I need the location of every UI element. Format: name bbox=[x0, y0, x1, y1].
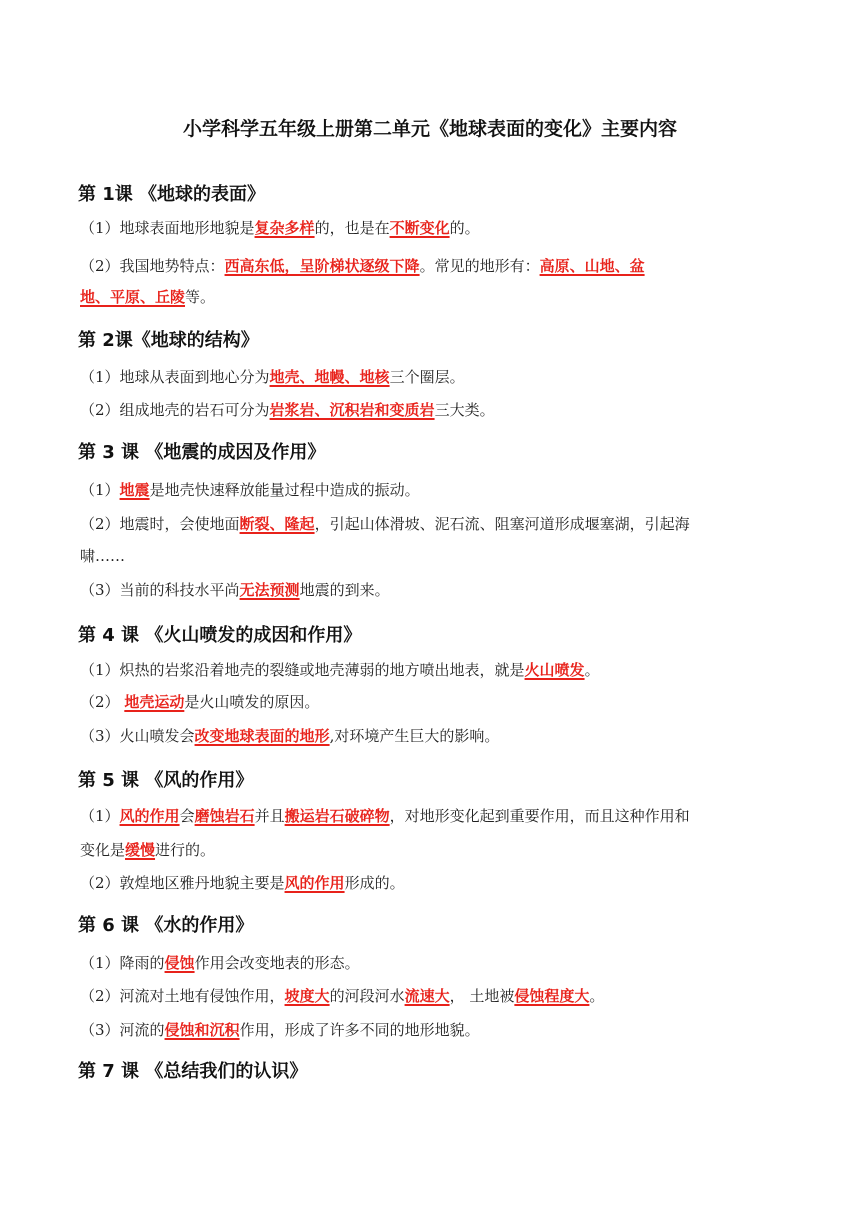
content-line bbox=[80, 692, 319, 712]
lesson-heading: 第 1课 《地球的表面》 bbox=[78, 184, 266, 205]
key-term: 地、平原、丘陵 bbox=[80, 288, 186, 306]
key-term: 侵蚀和沉积 bbox=[164, 1021, 240, 1039]
text-segment: （3）河流的 bbox=[80, 1021, 165, 1039]
text-segment: 三个圈层。 bbox=[389, 368, 465, 386]
lesson-heading: 第 5 课 《风的作用》 bbox=[78, 770, 254, 791]
text-segment: （1）地球表面地形地貌是 bbox=[80, 219, 255, 237]
text-segment: 是地壳快速释放能量过程中造成的振动。 bbox=[149, 481, 420, 499]
text-segment: 。常见的地形有： bbox=[419, 257, 540, 275]
key-term: 磨蚀岩石 bbox=[194, 807, 255, 825]
key-term: 缓慢 bbox=[125, 841, 156, 859]
key-term: 复杂多样 bbox=[254, 219, 315, 237]
key-term: 流速大 bbox=[404, 987, 450, 1005]
text-segment: ， 土地被 bbox=[449, 987, 515, 1005]
text-segment: 等。 bbox=[185, 288, 216, 306]
text-segment: （1）炽热的岩浆沿着地壳的裂缝或地壳薄弱的地方喷出地表，就是 bbox=[80, 661, 525, 679]
content-line bbox=[80, 986, 604, 1006]
lesson-heading: 第 4 课 《火山喷发的成因和作用》 bbox=[78, 625, 362, 646]
content-line bbox=[80, 660, 600, 680]
key-term: 西高东低，呈阶梯状逐级下降 bbox=[224, 257, 420, 275]
content-line bbox=[80, 580, 390, 600]
key-term: 地壳运动 bbox=[124, 693, 185, 711]
key-term: 不断变化 bbox=[389, 219, 450, 237]
key-term: 搬运岩石破碎物 bbox=[284, 807, 390, 825]
text-segment: （1）地球从表面到地心分为 bbox=[80, 368, 270, 386]
text-segment: 作用，形成了许多不同的地形地貌。 bbox=[239, 1021, 480, 1039]
content-line bbox=[80, 873, 405, 893]
key-term: 改变地球表面的地形 bbox=[194, 727, 330, 745]
text-segment: 的，也是在 bbox=[314, 219, 390, 237]
text-segment: （2）河流对土地有侵蚀作用， bbox=[80, 987, 285, 1005]
text-segment: 地震的到来。 bbox=[299, 581, 390, 599]
key-term: 无法预测 bbox=[239, 581, 300, 599]
text-segment: （1）降雨的 bbox=[80, 954, 165, 972]
key-term: 断裂、隆起 bbox=[239, 515, 315, 533]
text-segment: 变化是 bbox=[80, 841, 126, 859]
text-segment: 形成的。 bbox=[344, 874, 405, 892]
text-segment: ，对地形变化起到重要作用，而且这种作用和 bbox=[389, 807, 690, 825]
text-segment: 三大类。 bbox=[434, 401, 495, 419]
text-segment: 的。 bbox=[449, 219, 480, 237]
key-term: 侵蚀程度大 bbox=[514, 987, 590, 1005]
text-segment: （3）火山喷发会 bbox=[80, 727, 195, 745]
text-segment: ,对环境产生巨大的影响。 bbox=[329, 727, 500, 745]
text-segment: 啸…… bbox=[80, 547, 126, 565]
content-line bbox=[80, 514, 690, 534]
text-segment: （1） bbox=[80, 481, 120, 499]
content-line bbox=[80, 840, 215, 860]
text-segment: ，引起山体滑坡、泥石流、阻塞河道形成堰塞湖，引起海 bbox=[314, 515, 690, 533]
text-segment: （2）我国地势特点： bbox=[80, 257, 225, 275]
text-segment: 进行的。 bbox=[155, 841, 216, 859]
text-segment: 作用会改变地表的形态。 bbox=[194, 954, 360, 972]
text-segment: （1） bbox=[80, 807, 120, 825]
key-term: 风的作用 bbox=[119, 807, 180, 825]
key-term: 地震 bbox=[119, 481, 150, 499]
content-line bbox=[80, 953, 360, 973]
text-segment: （3）当前的科技水平尚 bbox=[80, 581, 240, 599]
text-segment: 并且 bbox=[254, 807, 285, 825]
lesson-heading: 第 3 课 《地震的成因及作用》 bbox=[78, 442, 326, 463]
content-line bbox=[80, 218, 480, 238]
content-line bbox=[80, 256, 645, 276]
text-segment: 。 bbox=[589, 987, 605, 1005]
key-term: 侵蚀 bbox=[164, 954, 195, 972]
text-segment: （2）敦煌地区雅丹地貌主要是 bbox=[80, 874, 285, 892]
text-segment: 是火山喷发的原因。 bbox=[184, 693, 320, 711]
content-line bbox=[80, 367, 465, 387]
key-term: 坡度大 bbox=[284, 987, 330, 1005]
lesson-heading: 第 2课《地球的结构》 bbox=[78, 330, 259, 351]
content-line bbox=[80, 400, 495, 420]
text-segment: （2）组成地壳的岩石可分为 bbox=[80, 401, 270, 419]
text-segment: （2） bbox=[80, 693, 125, 711]
lesson-heading: 第 6 课 《水的作用》 bbox=[78, 915, 254, 936]
text-segment: 的河段河水 bbox=[329, 987, 405, 1005]
content-line bbox=[80, 1020, 480, 1040]
content-line bbox=[80, 480, 420, 500]
key-term: 火山喷发 bbox=[524, 661, 585, 679]
text-segment: （2）地震时，会使地面 bbox=[80, 515, 240, 533]
content-line bbox=[80, 287, 215, 307]
text-segment: 会 bbox=[179, 807, 195, 825]
key-term: 高原、山地、盆 bbox=[539, 257, 645, 275]
document-title: 小学科学五年级上册第二单元《地球表面的变化》主要内容 bbox=[182, 118, 677, 140]
key-term: 地壳、地幔、地核 bbox=[269, 368, 390, 386]
lesson-heading: 第 7 课 《总结我们的认识》 bbox=[78, 1061, 308, 1082]
content-line bbox=[80, 546, 125, 566]
key-term: 风的作用 bbox=[284, 874, 345, 892]
text-segment: 。 bbox=[584, 661, 600, 679]
content-line bbox=[80, 806, 690, 826]
key-term: 岩浆岩、沉积岩和变质岩 bbox=[269, 401, 435, 419]
content-line bbox=[80, 726, 499, 746]
